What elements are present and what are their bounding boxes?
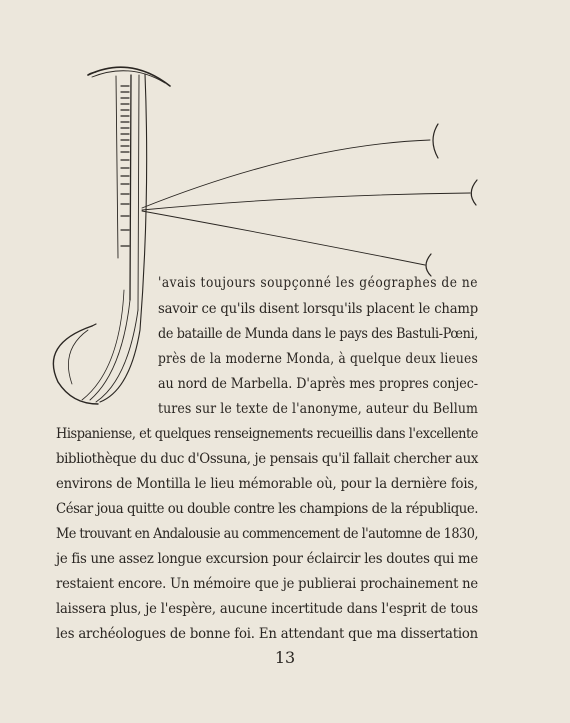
line-11-text: Me trouvant en Andalousie au commencement de l'automne de 1830, (56, 526, 478, 542)
text-line-12 (56, 552, 478, 566)
text-line-8 (56, 452, 478, 466)
line-9-text: environs de Montilla le lieu mémorable où, pour la dernière fois, (56, 476, 479, 492)
text-line-7 (56, 427, 478, 441)
line-14-text: laissera plus, je l'espère, aucune incertitude dans l'esprit de tous (56, 601, 478, 617)
text-line-15 (56, 627, 478, 641)
line-4-text: près de la moderne Monda, à quelque deux lieues (158, 351, 478, 367)
text-line-5 (158, 377, 478, 391)
page-number: 13 (274, 648, 296, 667)
line-15-text: les archéologues de bonne foi. En attendant que ma dissertation (56, 626, 479, 642)
line-3-text: de bataille de Munda dans le pays des Bastuli-Pœni, (158, 326, 478, 342)
text-line-6 (158, 402, 478, 416)
line-6-text: tures sur le texte de l'anonyme, auteur du Bellum (158, 401, 478, 417)
line-8-text: bibliothèque du duc d'Ossuna, je pensais qu'il fallait chercher aux (56, 451, 478, 467)
text-line-2 (158, 302, 478, 316)
line-10-text: César joua quitte ou double contre les champions de la république. (56, 501, 479, 517)
line-2-text: savoir ce qu'ils disent lorsqu'ils placent le champ (158, 301, 479, 317)
text-line-10 (56, 502, 478, 516)
text-line-11 (56, 527, 478, 541)
text-line-3 (158, 327, 478, 341)
text-line-1 (158, 276, 478, 290)
text-line-13 (56, 577, 478, 591)
text-line-14 (56, 602, 478, 616)
line-5-text: au nord de Marbella. D'après mes propres conjec- (158, 376, 478, 392)
line-1-text: 'avais toujours soupçonné les géographes de ne (158, 275, 479, 291)
text-line-4 (158, 352, 478, 366)
line-12-text: je fis une assez longue excursion pour éclaircir les doutes qui me (56, 551, 478, 567)
line-7-text: Hispaniense, et quelques renseignements recueillis dans l'excellente (56, 426, 479, 442)
line-13-text: restaient encore. Un mémoire que je publierai prochainement ne (56, 576, 479, 592)
text-line-9 (56, 477, 478, 491)
